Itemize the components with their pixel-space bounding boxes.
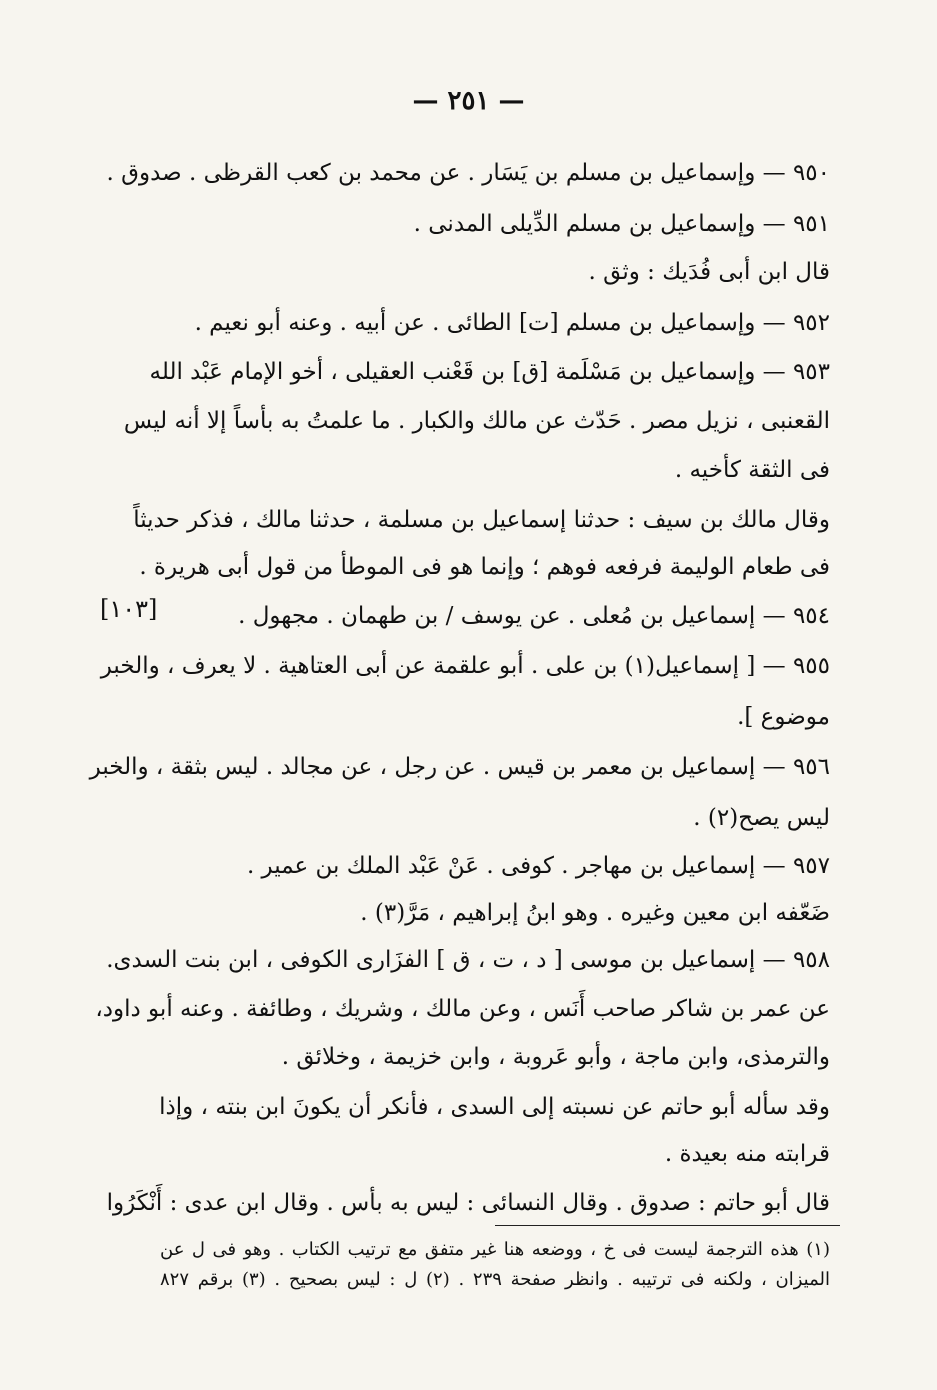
text-line: القعنبى ، نزيل مصر . حَدّث عن مالك والكبار . ما علمتُ به بأساً إلا أنه ليس: [123, 408, 830, 434]
text-line: ٩٥٥ — [ إسماعيل(١) بن على . أبو علقمة عن أبى العتاهية . لا يعرف ، والخبر: [100, 653, 830, 679]
text-line: ٩٥٢ — وإسماعيل بن مسلم [ت] الطائى . عن أبيه . وعنه أبو نعيم .: [194, 310, 830, 336]
text-line: ٩٥٨ — إسماعيل بن موسى [ د ، ت ، ق ] الفزَارى الكوفى ، ابن بنت السدى.: [106, 947, 830, 973]
text-line: موضوع ].: [737, 704, 830, 730]
text-line: ٩٥٦ — إسماعيل بن معمر بن قيس . عن رجل ، عن مجالد . ليس بثقة ، والخبر: [89, 754, 830, 780]
page-number: — ٢٥١ —: [412, 86, 525, 116]
margin-reference: [١٠٣]: [100, 595, 158, 623]
text-line: قال أبو حاتم : صدوق . وقال النسائى : ليس به بأس . وقال ابن عدى : أَنْكَرُوا: [106, 1190, 830, 1216]
text-line: وقد سأله أبو حاتم عن نسبته إلى السدى ، فأنكر أن يكونَ ابن بنته ، وإذا: [159, 1094, 830, 1120]
text-line: وقال مالك بن سيف : حدثنا إسماعيل بن مسلمة ، حدثنا مالك ، فذكر حديثاً: [133, 507, 830, 533]
text-line: ٩٥٠ — وإسماعيل بن مسلم بن يَسَار . عن محمد بن كعب القرظى . صدوق .: [106, 160, 830, 186]
text-line: والترمذى، وابن ماجة ، وأبو عَروبة ، وابن خزيمة ، وخلائق .: [281, 1044, 830, 1070]
text-line: ٩٥١ — وإسماعيل بن مسلم الدِّيلى المدنى .: [413, 211, 830, 237]
text-line: ٩٥٧ — إسماعيل بن مهاجر . كوفى . عَنْ عَبْد الملك بن عمير .: [246, 853, 830, 879]
text-line: ليس يصح(٢) .: [693, 805, 830, 831]
text-line: قال ابن أبى فُدَيك : وثق .: [588, 259, 830, 285]
footnote-line: (١) هذه الترجمة ليست فى خ ، ووضعه هنا غير متفق مع ترتيب الكتاب . وهو فى ل عن: [160, 1239, 830, 1260]
text-line: فى طعام الوليمة فرفعه فوهم ؛ وإنما هو فى الموطأ من قول أبى هريرة .: [139, 554, 830, 580]
text-line: قرابته منه بعيدة .: [664, 1141, 830, 1167]
text-line: ٩٥٣ — وإسماعيل بن مَسْلَمة [ق] بن قَعْنب العقيلى ، أخو الإمام عَبْد الله: [149, 359, 830, 385]
footnote-line: الميزان ، ولكنه فى ترتيبه . وانظر صفحة ٢٣٩ . (٢) ل : ليس بصحيح . (٣) برقم ٨٢٧: [160, 1269, 830, 1290]
text-line: ٩٥٤ — إسماعيل بن مُعلى . عن يوسف / بن طهمان . مجهول .: [238, 603, 830, 629]
footnote-divider: [495, 1225, 840, 1226]
text-line: عن عمر بن شاكر صاحب أَنَس ، وعن مالك ، وشريك ، وطائفة . وعنه أبو داود،: [95, 996, 830, 1022]
text-line: ضَعّفه ابن معين وغيره . وهو ابنُ إبراهيم ، مَرَّ(٣) .: [360, 900, 830, 926]
text-line: فى الثقة كأخيه .: [674, 457, 830, 483]
